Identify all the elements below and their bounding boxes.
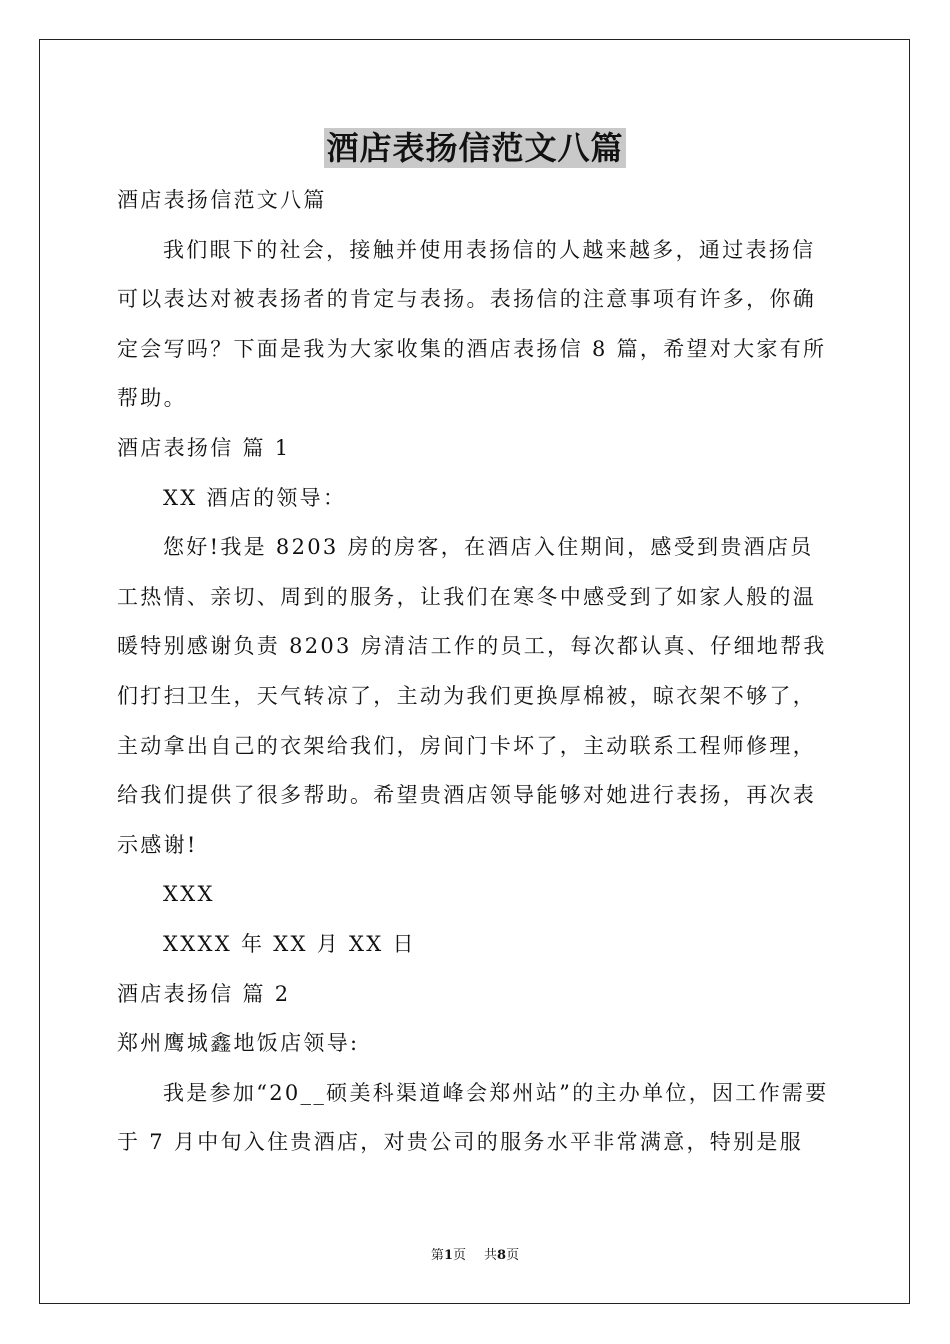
section-heading: 酒店表扬信 篇 2 bbox=[117, 981, 291, 1006]
paragraph: 酒店表扬信范文八篇 bbox=[117, 188, 327, 212]
paragraph: 您好!我是 8203 房的房客，在酒店入住期间，感受到贵酒店员工热情、亲切、周到的服务，让我们在寒冬中感受到了如家人般的温暖特别感谢负责 8203 房清洁工作的员工，每次都认真、仔细地帮我们打扫卫生，天气转凉了，主动为我们更换厚棉被，晾衣架不够了，主动拿出自己的衣架给我们，房间门卡坏了，主动联系工程师修理，给我们提供了很多帮助。希望贵酒店领导能够对她进行表扬，再次表示感谢! bbox=[117, 535, 827, 857]
total-suffix: 页 bbox=[506, 1248, 520, 1263]
page-footer bbox=[0, 1248, 950, 1264]
section-heading: 酒店表扬信 篇 1 bbox=[117, 435, 291, 460]
page-prefix: 第 bbox=[430, 1248, 444, 1263]
title-wrap bbox=[0, 128, 950, 168]
page-current: 1 bbox=[443, 1248, 453, 1263]
total-prefix: 共 bbox=[484, 1248, 498, 1263]
signature: XXX bbox=[163, 882, 215, 907]
date-line: XXXX 年 XX 月 XX 日 bbox=[163, 931, 416, 956]
page-suffix: 页 bbox=[452, 1248, 466, 1263]
page-total: 8 bbox=[497, 1248, 507, 1263]
salutation: XX 酒店的领导： bbox=[163, 485, 347, 510]
document-title: 酒店表扬信范文八篇 bbox=[326, 129, 624, 167]
paragraph: 我们眼下的社会，接触并使用表扬信的人越来越多，通过表扬信可以表达对被表扬者的肯定与表扬。表扬信的注意事项有许多，你确定会写吗？下面是我为大家收集的酒店表扬信 8 篇，希望对大家有所帮助。 bbox=[117, 237, 827, 411]
salutation: 郑州鹰城鑫地饭店领导: bbox=[117, 1031, 360, 1056]
document-body bbox=[117, 176, 833, 1168]
paragraph: 我是参加“20__硕美科渠道峰会郑州站”的主办单位，因工作需要于 7 月中旬入住贵酒店，对贵公司的服务水平非常满意，特别是服 bbox=[117, 1080, 829, 1155]
